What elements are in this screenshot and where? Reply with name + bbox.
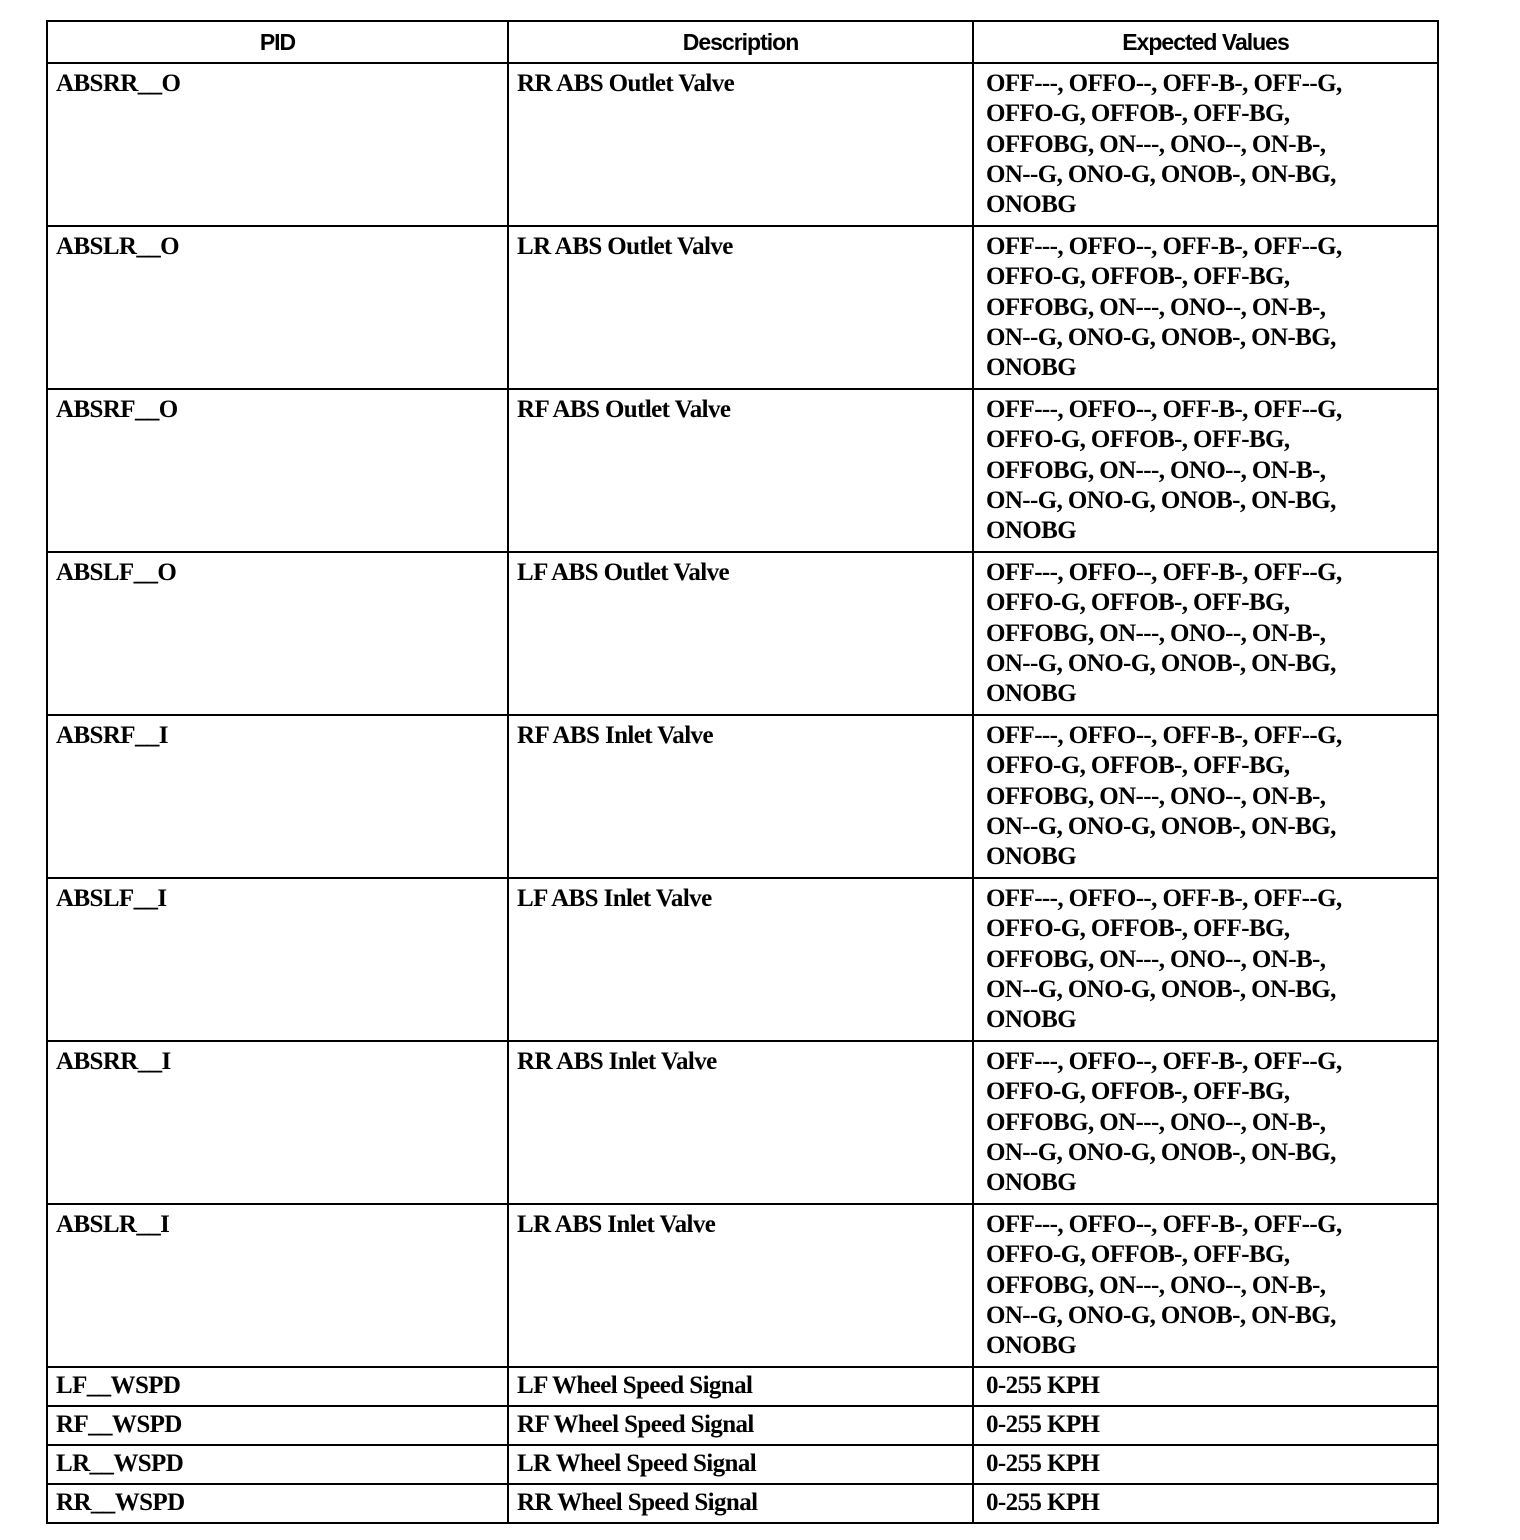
table-row — [47, 1484, 1438, 1523]
pid-cell: ABSRR__O — [47, 63, 508, 226]
table-row — [47, 1204, 1438, 1367]
expected-values-cell: 0-255 KPH — [973, 1367, 1438, 1406]
description-cell: RR Wheel Speed Signal — [508, 1484, 973, 1523]
pid-cell: RR__WSPD — [47, 1484, 508, 1523]
description-cell: LR ABS Outlet Valve — [508, 226, 973, 389]
description-cell: LF ABS Outlet Valve — [508, 552, 973, 715]
pid-cell: RF__WSPD — [47, 1406, 508, 1445]
table-row — [47, 63, 1438, 226]
pid-cell: ABSLR__I — [47, 1204, 508, 1367]
pid-cell: LF__WSPD — [47, 1367, 508, 1406]
description-cell: RF ABS Outlet Valve — [508, 389, 973, 552]
table-row — [47, 1041, 1438, 1204]
pid-cell: ABSLR__O — [47, 226, 508, 389]
expected-values-cell: OFF---, OFFO--, OFF-B-, OFF--G, OFFO-G, OFFOB-, OFF-BG, OFFOBG, ON---, ONO--, ON-B-, ON--G, ONO-G, ONOB-, ON-BG, ONOBG — [973, 63, 1438, 226]
table-row — [47, 226, 1438, 389]
expected-values-cell: 0-255 KPH — [973, 1445, 1438, 1484]
expected-values-cell: OFF---, OFFO--, OFF-B-, OFF--G, OFFO-G, OFFOB-, OFF-BG, OFFOBG, ON---, ONO--, ON-B-, ON--G, ONO-G, ONOB-, ON-BG, ONOBG — [973, 878, 1438, 1041]
expected-values-cell: OFF---, OFFO--, OFF-B-, OFF--G, OFFO-G, OFFOB-, OFF-BG, OFFOBG, ON---, ONO--, ON-B-, ON--G, ONO-G, ONOB-, ON-BG, ONOBG — [973, 1204, 1438, 1367]
description-cell: LF Wheel Speed Signal — [508, 1367, 973, 1406]
pid-cell: ABSLF__O — [47, 552, 508, 715]
table-row — [47, 715, 1438, 878]
table-row — [47, 1367, 1438, 1406]
table-row — [47, 552, 1438, 715]
header-expected-values: Expected Values — [973, 21, 1438, 63]
pid-table — [46, 20, 1439, 1524]
expected-values-cell: OFF---, OFFO--, OFF-B-, OFF--G, OFFO-G, OFFOB-, OFF-BG, OFFOBG, ON---, ONO--, ON-B-, ON--G, ONO-G, ONOB-, ON-BG, ONOBG — [973, 552, 1438, 715]
pid-cell: ABSRF__O — [47, 389, 508, 552]
expected-values-cell: OFF---, OFFO--, OFF-B-, OFF--G, OFFO-G, OFFOB-, OFF-BG, OFFOBG, ON---, ONO--, ON-B-, ON--G, ONO-G, ONOB-, ON-BG, ONOBG — [973, 389, 1438, 552]
description-cell: RR ABS Inlet Valve — [508, 1041, 973, 1204]
table-row — [47, 1445, 1438, 1484]
expected-values-cell: OFF---, OFFO--, OFF-B-, OFF--G, OFFO-G, OFFOB-, OFF-BG, OFFOBG, ON---, ONO--, ON-B-, ON--G, ONO-G, ONOB-, ON-BG, ONOBG — [973, 226, 1438, 389]
pid-cell: ABSRF__I — [47, 715, 508, 878]
description-cell: LR Wheel Speed Signal — [508, 1445, 973, 1484]
description-cell: RR ABS Outlet Valve — [508, 63, 973, 226]
pid-cell: LR__WSPD — [47, 1445, 508, 1484]
header-pid: PID — [47, 21, 508, 63]
description-cell: LF ABS Inlet Valve — [508, 878, 973, 1041]
expected-values-cell: OFF---, OFFO--, OFF-B-, OFF--G, OFFO-G, OFFOB-, OFF-BG, OFFOBG, ON---, ONO--, ON-B-, ON--G, ONO-G, ONOB-, ON-BG, ONOBG — [973, 1041, 1438, 1204]
expected-values-cell: 0-255 KPH — [973, 1406, 1438, 1445]
expected-values-cell: OFF---, OFFO--, OFF-B-, OFF--G, OFFO-G, OFFOB-, OFF-BG, OFFOBG, ON---, ONO--, ON-B-, ON--G, ONO-G, ONOB-, ON-BG, ONOBG — [973, 715, 1438, 878]
header-description: Description — [508, 21, 973, 63]
expected-values-cell: 0-255 KPH — [973, 1484, 1438, 1523]
table-row — [47, 1406, 1438, 1445]
description-cell: RF Wheel Speed Signal — [508, 1406, 973, 1445]
pid-cell: ABSRR__I — [47, 1041, 508, 1204]
table-row — [47, 389, 1438, 552]
pid-cell: ABSLF__I — [47, 878, 508, 1041]
header-row — [47, 21, 1438, 63]
description-cell: RF ABS Inlet Valve — [508, 715, 973, 878]
description-cell: LR ABS Inlet Valve — [508, 1204, 973, 1367]
table-row — [47, 878, 1438, 1041]
